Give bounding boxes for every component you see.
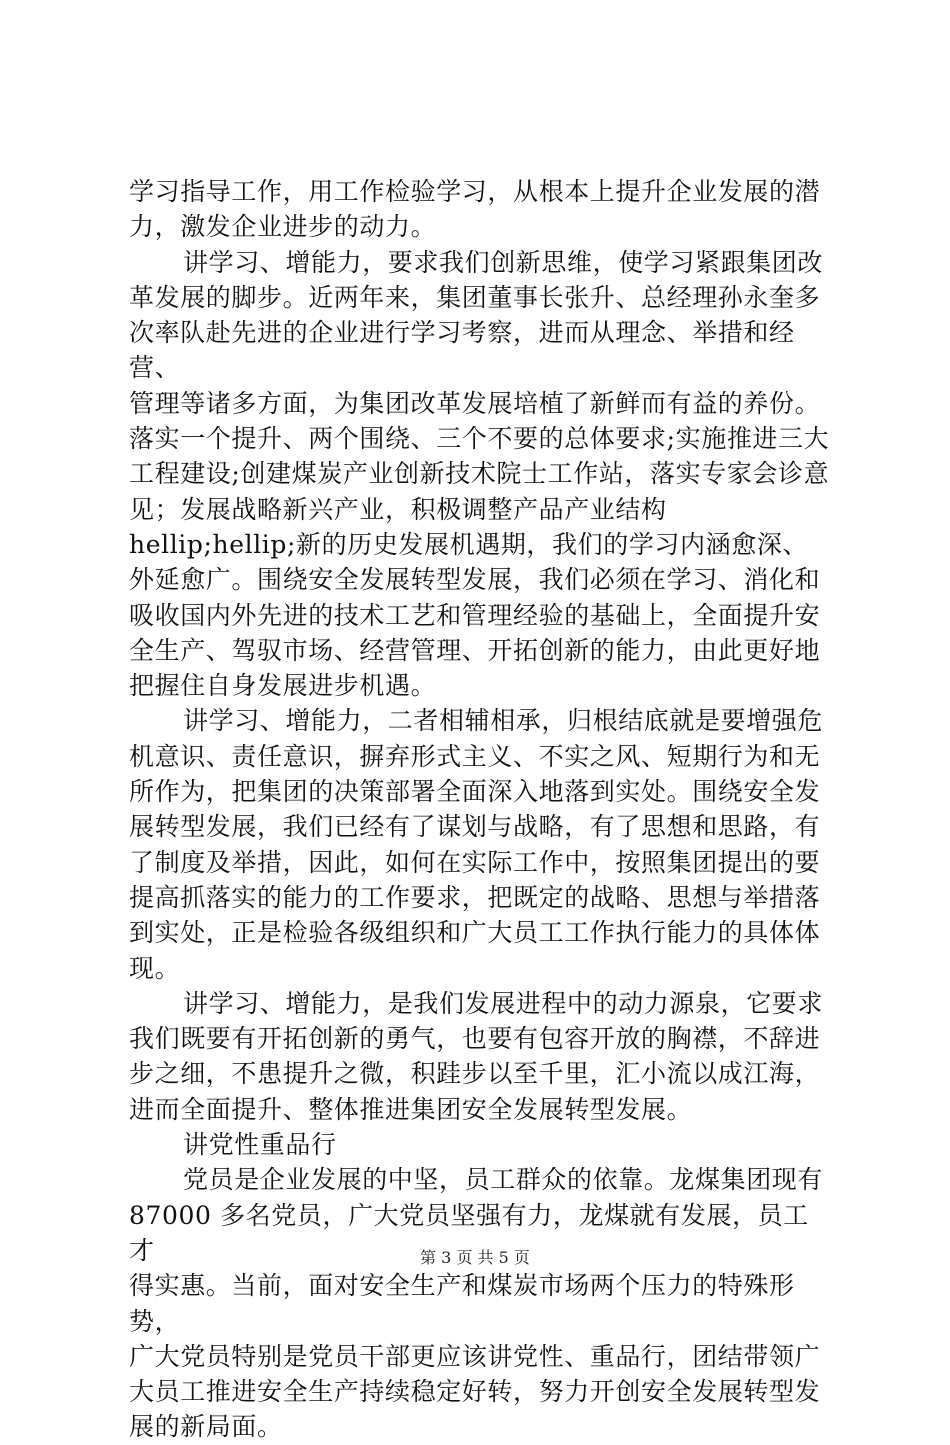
page-footer	[0, 1248, 950, 1268]
paragraph: 讲学习、增能力，二者相辅相承，归根结底就是要增强危 机意识、责任意识，摒弃形式主义、不实之风、短期行为和无 所作为，把集团的决策部署全面深入地落到实处。围绕安全发 展转型发展，我们已经有了谋划与战略，有了思想和思路，有 了制度及举措，因此，如何在实际工作中，按照集团提出的要 提高抓落实的能力的工作要求，把既定的战略、思想与举措落 到实处，正是检验各级组织和广大员工工作执行能力的具体体 现。	[129, 706, 824, 983]
section-heading: 讲党性重品行	[183, 1130, 337, 1160]
page-number: 第 3 页 共 5 页	[420, 1248, 530, 1267]
paragraph: 讲学习、增能力，要求我们创新思维，使学习紧跟集团改 革发展的脚步。近两年来，集团董事长张升、总经理孙永奎多 次率队赴先进的企业进行学习考察，进而从理念、举措和经营、 管理等诸多方面，为集团改革发展培植了新鲜而有益的养份。 落实一个提升、两个围绕、三个不要的总体要求;实施推进三大 工程建设;创建煤炭产业创新技术院士工作站，落实专家会诊意 见；发展战略新兴产业，积极调整产品产业结构 hellip;hellip;新的历史发展机遇期，我们的学习内涵愈深、 外延愈广。围绕安全发展转型发展，我们必须在学习、消化和 吸收国内外先进的技术工艺和管理经验的基础上，全面提升安 全生产、驾驭市场、经营管理、开拓创新的能力，由此更好地 把握住自身发展进步机遇。	[129, 247, 830, 701]
paragraph: 党员是企业发展的中坚，员工群众的依靠。龙煤集团现有 87000 多名党员，广大党员坚强有力，龙煤就有发展，员工才 得实惠。当前，面对安全生产和煤炭市场两个压力的特殊形势， 广大党员特别是党员干部更应该讲党性、重品行，团结带领广 大员工推进安全生产持续稳定好转，努力开创安全发展转型发 展的新局面。	[129, 1165, 824, 1442]
paragraph: 学习指导工作，用工作检验学习，从根本上提升企业发展的潜 力，激发企业进步的动力。	[129, 177, 821, 242]
paragraph: 讲学习、增能力，是我们发展进程中的动力源泉，它要求 我们既要有开拓创新的勇气，也要有包容开放的胸襟，不辞进 步之细，不患提升之微，积跬步以至千里，汇小流以成江海， 进而全面提升、整体推进集团安全发展转型发展。	[129, 988, 824, 1124]
